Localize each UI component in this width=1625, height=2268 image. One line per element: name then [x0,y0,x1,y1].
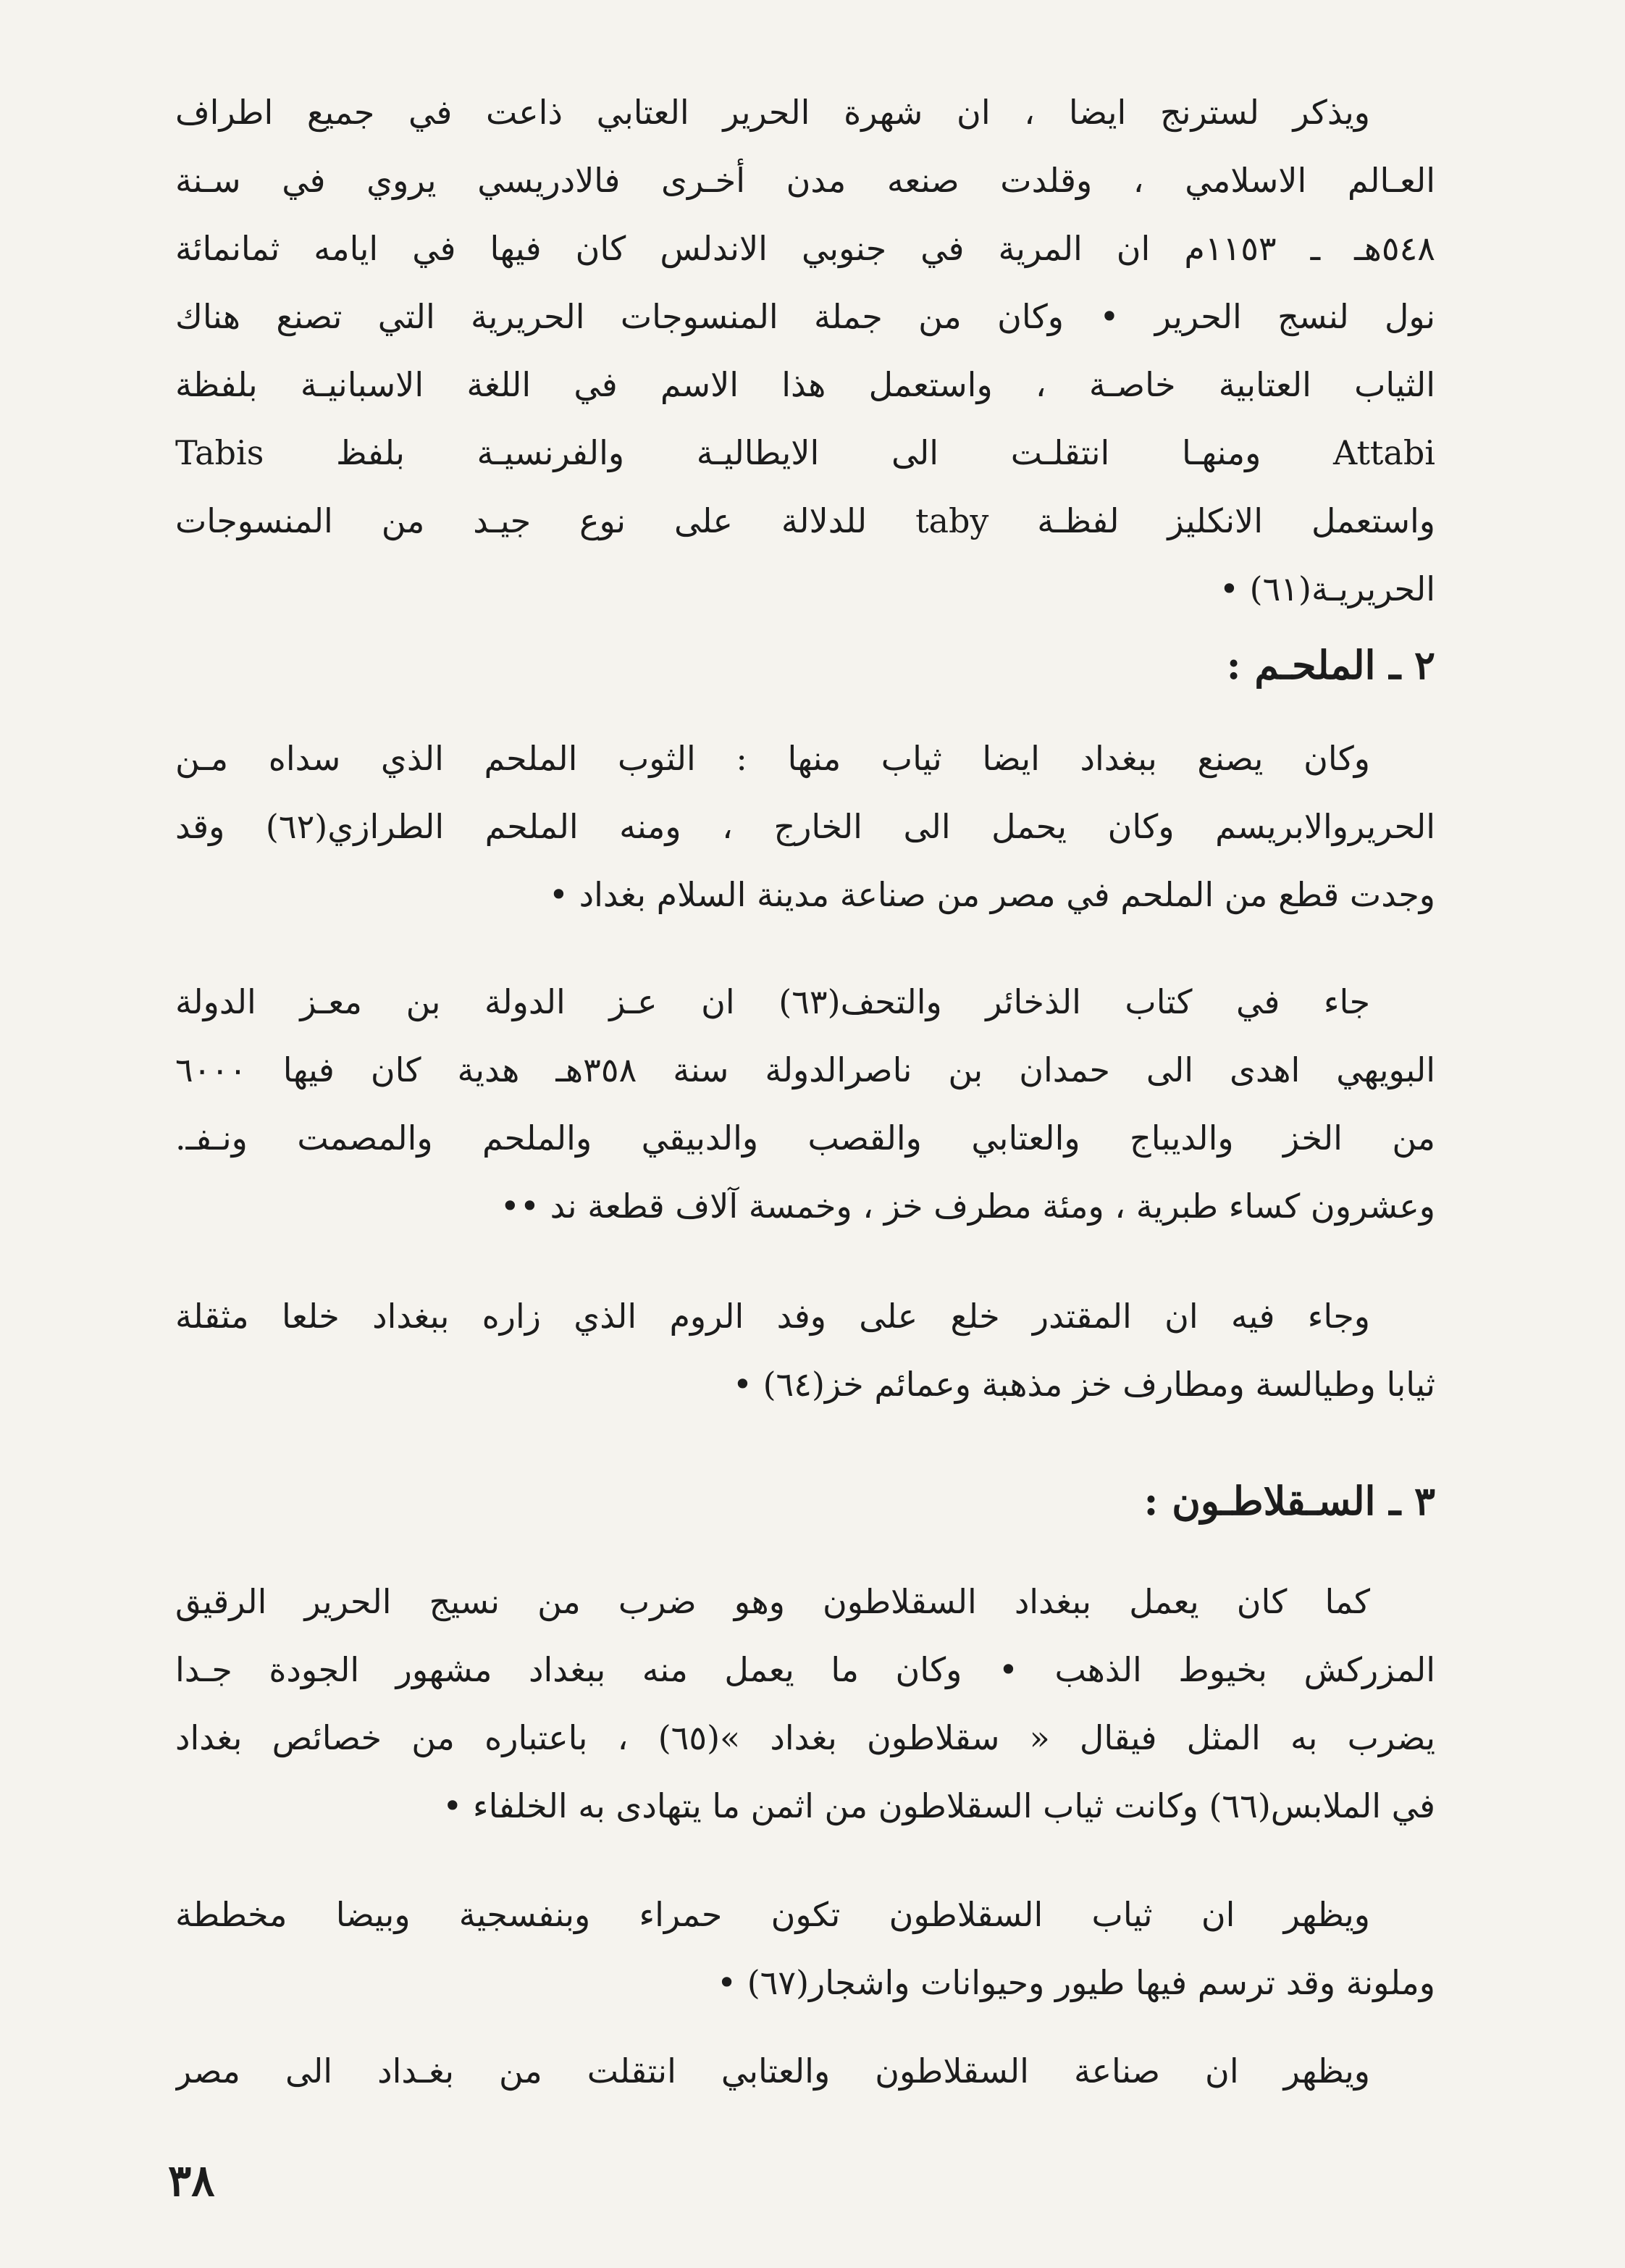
paragraph-line: نول لنسج الحرير • وكان من جملة المنسوجات الحريرية التي تصنع هناك [175,297,1435,336]
paragraph-line: المزركش بخيوط الذهب • وكان ما يعمل منه ببغداد مشهور الجودة جـدا [175,1650,1435,1689]
paragraph-line: كما كان يعمل ببغداد السقلاطون وهو ضرب من نسيج الحرير الرقيق [175,1582,1370,1621]
paragraph-line: وملونة وقد ترسم فيها طيور وحيوانات واشجار(٦٧) • [716,1963,1435,2002]
paragraph-line: وجدت قطع من الملحم في مصر من صناعة مدينة السلام بغداد • [548,875,1435,914]
paragraph-line: الحريروالابريسم وكان يحمل الى الخارج ، ومنه الملحم الطرازي(٦٢) وقد [175,807,1435,846]
paragraph-line: الحريريـة(٦١) • [1219,569,1435,608]
paragraph-line: العـالم الاسلامي ، وقلدت صنعه مدن أخـرى فالادريسي يروي في سـنة [175,161,1435,200]
paragraph-line: ويظهر ان ثياب السقلاطون تكون حمراء وبنفسجية وبيضا مخططة [175,1895,1370,1934]
paragraph-line: الثياب العتابية خاصـة ، واستعمل هذا الاسم في اللغة الاسبانيـة بلفظة [175,365,1435,404]
paragraph-line: ثيابا وطيالسة ومطارف خز مذهبة وعمائم خز(٦٤) • [732,1365,1435,1404]
paragraph-7 [175,2037,1435,2105]
paragraph-5 [175,1568,1435,1840]
paragraph-line: جاء في كتاب الذخائر والتحف(٦٣) ان عـز الدولة بن معـز الدولة [175,982,1370,1021]
paragraph-6 [175,1880,1435,2017]
section-heading-2: ٢ ـ الملحـم : [1226,642,1435,688]
paragraph-line: في الملابس(٦٦) وكانت ثياب السقلاطون من اثمن ما يتهادى به الخلفاء • [442,1786,1435,1825]
paragraph-2 [175,724,1435,929]
paragraph-line: ويظهر ان صناعة السقلاطون والعتابي انتقلت من بغـداد الى مصر [175,2051,1370,2091]
paragraph-line: Attabi ومنهـا انتقلـت الى الايطاليـة والفرنسيـة بلفظ Tabis [175,433,1435,472]
paragraph-line: وعشرون كساء طبرية ، ومئة مطرف خز ، وخمسة آلاف قطعة ند •• [500,1187,1435,1226]
section-heading-3: ٣ ـ السـقلاطـون : [1143,1478,1435,1524]
paragraph-4 [175,1282,1435,1418]
paragraph-line: من الخز والديباج والعتابي والقصب والدبيقي والملحم والمصمت ونـفـ. [175,1118,1435,1158]
page-number: ٣٨ [168,2156,215,2206]
paragraph-line: البويهي اهدى الى حمدان بن ناصرالدولة سنة ٣٥٨هـ هدية كان فيها ٦٠٠٠ [175,1050,1435,1089]
paragraph-1 [175,78,1435,623]
paragraph-line: وجاء فيه ان المقتدر خلع على وفد الروم الذي زاره ببغداد خلعا مثقلة [175,1297,1370,1336]
paragraph-line: ويذكر لسترنج ايضا ، ان شهرة الحرير العتابي ذاعت في جميع اطراف [175,93,1370,132]
paragraph-line: واستعمل الانكليز لفظـة taby للدلالة على نوع جيـد من المنسوجات [175,501,1435,540]
paragraph-line: وكان يصنع ببغداد ايضا ثياب منها : الثوب الملحم الذي سداه مـن [175,739,1370,778]
paragraph-3 [175,968,1435,1240]
paragraph-line: يضرب به المثل فيقال « سقلاطون بغداد »(٦٥) ، باعتباره من خصائص بغداد [175,1718,1435,1757]
paragraph-line: ٥٤٨هـ ـ ١١٥٣م ان المرية في جنوبي الاندلس كان فيها في ايامه ثمانمائة [175,229,1435,268]
